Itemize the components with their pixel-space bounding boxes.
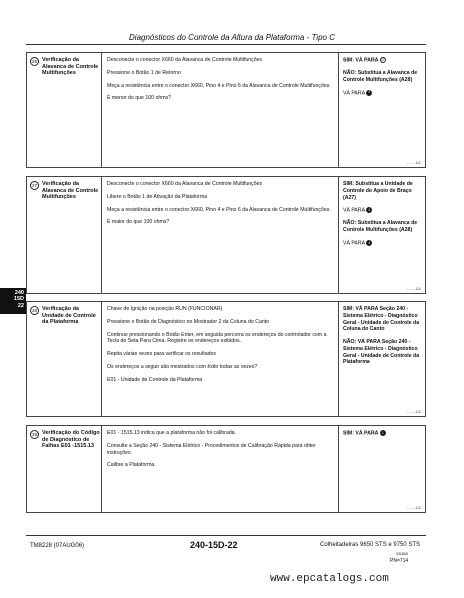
instruction: E01 - Unidade de Controle da Plataforma (107, 376, 203, 383)
step-answers (338, 426, 425, 512)
step-instructions (107, 306, 332, 389)
step-card (26, 176, 426, 294)
answer-text: SIM: VÁ PARA (343, 57, 379, 64)
footer-product: Colheitadeiras 9650 STS e 9750 STS (320, 542, 421, 548)
goto-step-icon[interactable]: 1 (380, 430, 386, 436)
step-title: Verificação da Alavanca de Controle Multifunções (42, 57, 99, 77)
answer-text: SIM: VÁ PARA (343, 430, 379, 437)
goto-step-icon[interactable]: 27 (380, 57, 385, 62)
step-title-column (27, 302, 102, 416)
step-title: Verificação da Unidade de Controle da Plataforma (42, 306, 96, 326)
page-title: Diagnósticos do Controle da Altura da Plataforma - Tipo C (129, 33, 335, 42)
step-card (26, 301, 426, 417)
instruction: Consulte a Seção 240 - Sistema Elétrico - Procedimentos de Calibração Rápida para obter instruções. (107, 442, 316, 456)
step-title: Verificação da Alavanca de Controle Multifunções (42, 181, 99, 201)
answer (343, 70, 423, 84)
continuation-mark: - - - -1/1 (406, 409, 421, 414)
step-number-icon: 27 (31, 183, 37, 188)
footer-page-number: 240-15D-22 (190, 540, 238, 550)
goto-step-icon[interactable]: 4 (366, 240, 372, 246)
instruction: Os endereços a seguir são mostrados com êxito todas as vezes? (107, 363, 258, 370)
step-title-column (27, 177, 102, 293)
step-card (26, 52, 426, 168)
instruction: É menor do que 100 ohms? (107, 95, 172, 102)
section-tab-line3: 22 (17, 302, 24, 309)
instruction: E01 - 1515.13 indica que a plataforma não foi calibrada. (107, 430, 236, 436)
answer-text: VÁ PARA (343, 207, 365, 214)
watermark: www.epcatalogs.com (270, 573, 389, 585)
answer-text: VÁ PARA (343, 240, 365, 247)
goto-step-icon[interactable]: 4 (366, 207, 372, 213)
instruction: Desconecte o conector X660 da Alavanca de Controle Multifunções (107, 57, 263, 63)
footer-doc-code: TM8228 (07AUG06) (30, 543, 85, 549)
answer-text[interactable]: NÃO: VÁ PARA Seção 240 - Sistema Elétrico - Diagnóstico Geral - Unidade de Controle da Plataforma (343, 339, 420, 366)
answer-text[interactable]: SIM: VÁ PARA Seção 240 - Sistema Elétrico - Diagnóstico Geral - Unidade de Controle da Coluna do Canto (343, 306, 420, 333)
instruction: Continue pressionando o Botão Enter, em seguida percorra os endereços do controlador com a Tecla de Seta Para Cima. Registre os endereços exibidos. (107, 331, 327, 345)
answer (343, 220, 423, 234)
step-answers (338, 302, 425, 416)
footer-rule (26, 535, 426, 536)
answer-text: SIM: Substitua a Unidade de Controle do Apoio de Braço (A27) (343, 181, 413, 201)
answer-text: VÁ PARA (343, 90, 365, 96)
step-title: Verificação do Código de Diagnóstico de Falhas E01 -1515.13 (42, 430, 100, 450)
footer-pn: PN=714 (390, 558, 409, 564)
instruction: Meça a resistência entre o conector X660, Pino 4 e Pino 6 da Alavanca de Controle Multifunções. (107, 206, 331, 213)
continuation-mark: - - - -1/1 (406, 286, 421, 291)
answer (343, 57, 423, 64)
answer-text: NÃO: Substitua a Alavanca de Controle Multifunções (A28) (343, 70, 418, 83)
continuation-mark: - - - -1/1 (406, 505, 421, 510)
title-rule (26, 44, 426, 45)
instruction: Libere o Botão 1 de Ativação da Plataforma (107, 193, 208, 200)
step-instructions (107, 430, 332, 475)
instruction: Pressione o Botão de Diagnóstico no Mostrador 2 da Coluna do Canto (107, 318, 270, 325)
step-number-icon: 26 (31, 59, 37, 64)
answer (343, 90, 423, 97)
step-number-icon: 29 (31, 432, 37, 437)
instruction: Meça a resistência entre o conector X660, Pino 4 e Pino 6 da Alavanca de Controle Multifunções. (107, 82, 331, 89)
section-tab-line1: 240 (14, 290, 24, 296)
step-instructions (107, 181, 332, 232)
instruction: Repita várias vezes para verificar os resultados (107, 351, 216, 357)
step-title-column (27, 53, 102, 167)
instruction: Calibre a Plataforma. (107, 462, 156, 469)
instruction: É maior do que 100 ohms? (107, 219, 170, 226)
step-answers (338, 177, 425, 293)
answer (343, 240, 423, 247)
answer (343, 430, 423, 437)
instruction: Desconecte o conector X660 da Alavanca de Controle Multifunções (107, 181, 263, 187)
section-tab (0, 288, 26, 314)
instruction: Chave de Ignição na posição RUN (FUNCIONAR) (107, 306, 223, 312)
step-number-icon: 28 (31, 308, 37, 313)
continuation-mark: - - - -1/1 (406, 160, 421, 165)
footer-date-code: 031808 (396, 552, 408, 556)
answer (343, 181, 423, 201)
goto-step-icon[interactable]: 4 (366, 90, 372, 96)
section-tab-line2: 15D (13, 296, 24, 303)
step-answers (338, 53, 425, 167)
step-card (26, 425, 426, 513)
instruction: Pressione o Botão 1 de Retorno (107, 69, 181, 76)
step-title-column (27, 426, 102, 512)
answer (343, 207, 423, 214)
step-instructions (107, 57, 332, 108)
answer-text: NÃO: Substitua a Alavanca de Controle Multifunções (A28) (343, 220, 418, 234)
